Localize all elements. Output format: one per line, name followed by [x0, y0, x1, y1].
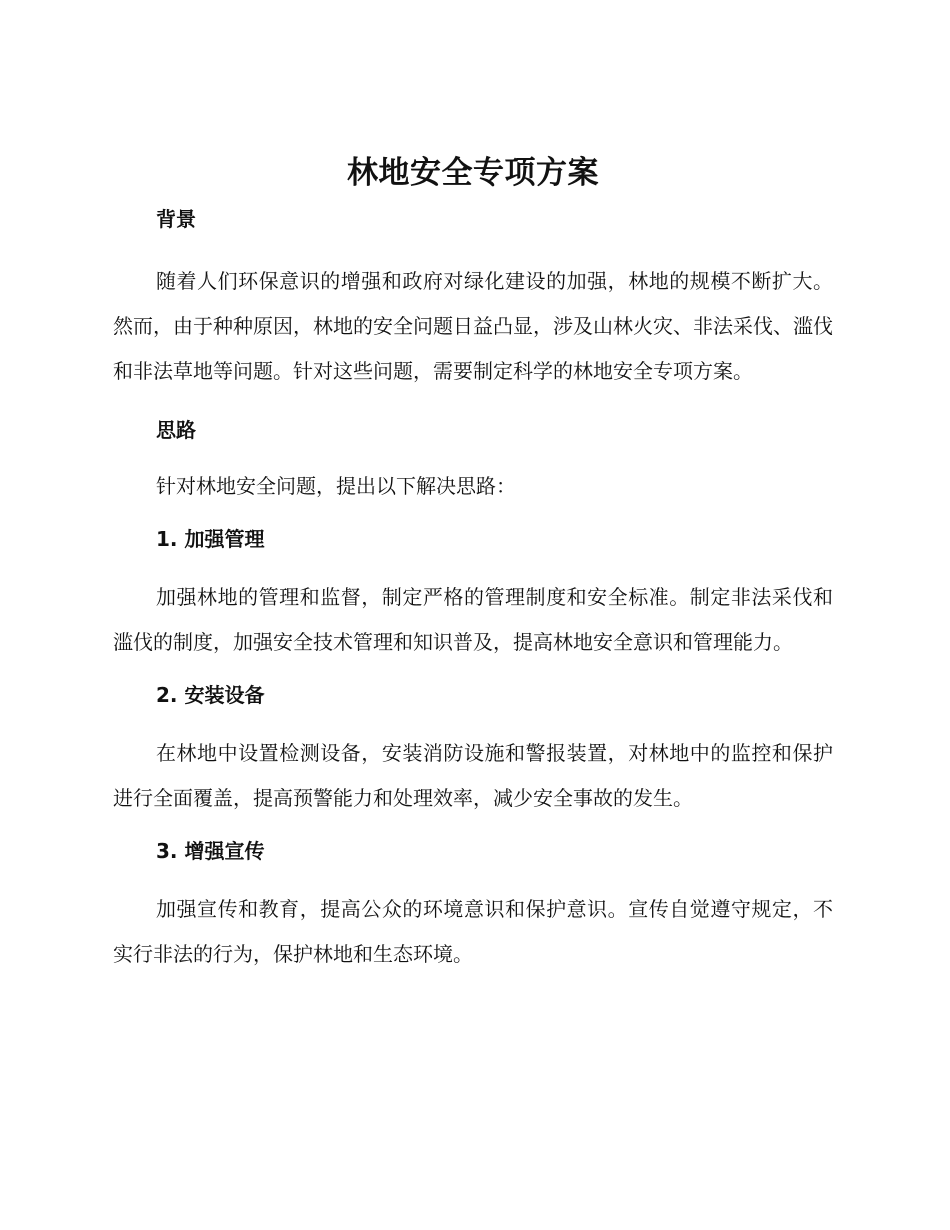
section-heading-equipment: 2. 安装设备	[156, 683, 265, 707]
section-paragraph-approach: 针对林地安全问题，提出以下解决思路：	[156, 474, 516, 498]
document-page	[113, 150, 833, 977]
section-heading-approach: 思路	[156, 418, 196, 442]
section-heading-management: 1. 加强管理	[156, 527, 265, 551]
section-paragraph-management: 加强林地的管理和监督，制定严格的管理制度和安全标准。制定非法采伐和滥伐的制度，加强安全技术管理和知识普及，提高林地安全意识和管理能力。	[113, 585, 833, 654]
section-paragraph-publicity: 加强宣传和教育，提高公众的环境意识和保护意识。宣传自觉遵守规定，不实行非法的行为，保护林地和生态环境。	[113, 897, 833, 966]
document-title: 林地安全专项方案	[347, 155, 599, 191]
section-heading-publicity: 3. 增强宣传	[156, 839, 265, 863]
section-heading-background: 背景	[156, 207, 196, 231]
section-paragraph-background: 随着人们环保意识的增强和政府对绿化建设的加强，林地的规模不断扩大。然而，由于种种原因，林地的安全问题日益凸显，涉及山林火灾、非法采伐、滥伐和非法草地等问题。针对这些问题，需要制定科学的林地安全专项方案。	[113, 269, 833, 383]
section-paragraph-equipment: 在林地中设置检测设备，安装消防设施和警报装置，对林地中的监控和保护进行全面覆盖，提高预警能力和处理效率，减少安全事故的发生。	[113, 741, 833, 810]
